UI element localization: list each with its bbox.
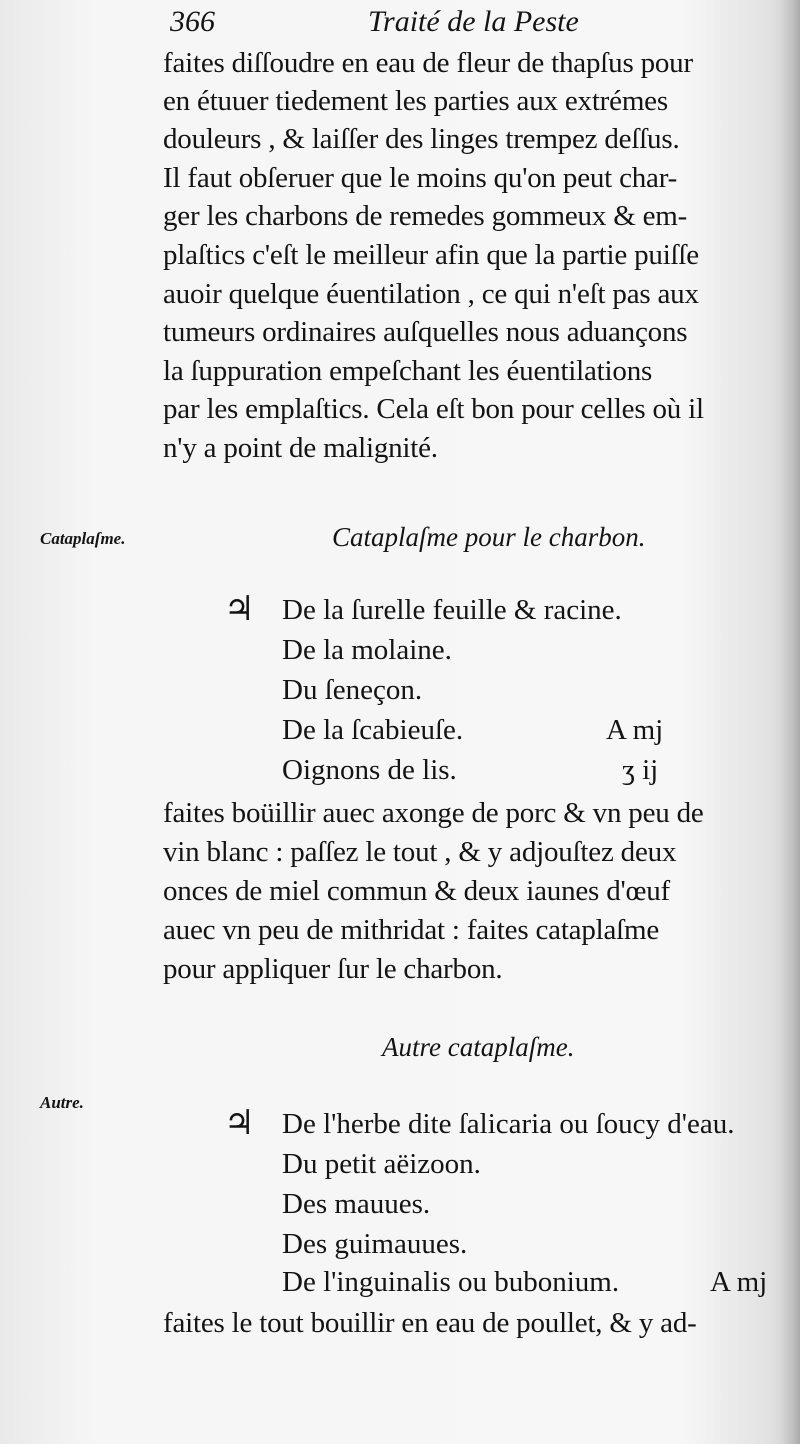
recipe-item: De la molaine. bbox=[282, 634, 452, 666]
recipe-item: De l'inguinalis ou bubonium. bbox=[282, 1266, 620, 1298]
text-line: faites diſſoudre en eau de fleur de thapſus pour bbox=[163, 47, 693, 79]
text-line: Il faut obſeruer que le moins qu'on peut char- bbox=[163, 162, 678, 194]
text-line: par les emplaſtics. Cela eſt bon pour celles où il bbox=[163, 393, 704, 425]
recipe-item: De la ſurelle feuille & racine. bbox=[282, 594, 622, 626]
quantity-label: ʒ ij bbox=[622, 754, 659, 786]
margin-note-cataplasme: Cataplaſme. bbox=[40, 529, 126, 548]
recipe-item: Du ſeneçon. bbox=[282, 674, 423, 706]
text-line: n'y a point de malignité. bbox=[163, 432, 438, 464]
section-heading: Autre cataplaſme. bbox=[382, 1032, 575, 1062]
text-line: vin blanc : paſſez le tout , & y adjouſtez deux bbox=[163, 836, 677, 868]
recipe-item: De la ſcabieuſe. bbox=[282, 714, 464, 746]
text-line: tumeurs ordinaires auſquelles nous aduançons bbox=[163, 316, 688, 348]
text-line: la ſuppuration empeſchant les éuentilations bbox=[163, 355, 653, 387]
jupiter-recipe-icon: ♃ bbox=[224, 591, 255, 628]
jupiter-recipe-icon: ♃ bbox=[224, 1105, 255, 1142]
page-gutter-shadow bbox=[778, 0, 800, 1444]
quantity-label: A mj bbox=[606, 714, 664, 746]
text-line: auec vn peu de mithridat : faites cataplaſme bbox=[163, 914, 660, 946]
text-line: faites le tout bouillir en eau de poullet, & y ad- bbox=[163, 1307, 697, 1339]
running-title: Traité de la Peste bbox=[368, 5, 579, 38]
text-line: pour appliquer ſur le charbon. bbox=[163, 953, 503, 985]
recipe-item: Oignons de lis. bbox=[282, 754, 457, 786]
text-line: ger les charbons de remedes gommeux & em- bbox=[163, 200, 688, 232]
section-heading: Cataplaſme pour le charbon. bbox=[332, 522, 646, 552]
recipe-item: Des mauues. bbox=[282, 1188, 431, 1220]
text-line: onces de miel commun & deux iaunes d'œuf bbox=[163, 875, 671, 907]
text-line: plaſtics c'eſt le meilleur afin que la partie puiſſe bbox=[163, 239, 699, 271]
text-line: douleurs , & laiſſer des linges trempez deſſus. bbox=[163, 123, 680, 155]
quantity-label: A mj bbox=[710, 1266, 768, 1298]
recipe-item: Du petit aëizoon. bbox=[282, 1148, 481, 1180]
recipe-item: Des guimauues. bbox=[282, 1228, 468, 1260]
page-number: 366 bbox=[170, 5, 215, 38]
text-line: faites boüillir auec axonge de porc & vn peu de bbox=[163, 797, 704, 829]
text-line: auoir quelque éuentilation , ce qui n'eſt pas aux bbox=[163, 278, 699, 310]
margin-note-autre: Autre. bbox=[40, 1093, 84, 1112]
page-header bbox=[170, 2, 770, 42]
text-line: en étuuer tiedement les parties aux extrémes bbox=[163, 85, 668, 117]
recipe-item: De l'herbe dite ſalicaria ou ſoucy d'eau. bbox=[282, 1108, 735, 1140]
